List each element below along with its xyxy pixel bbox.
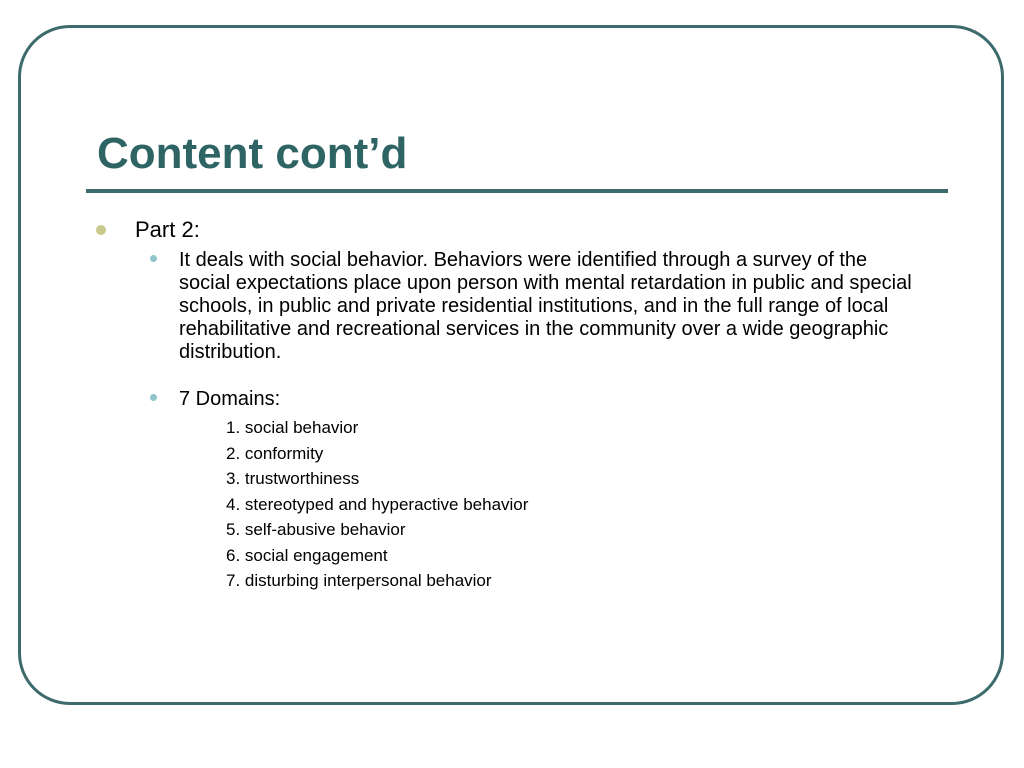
slide-content [96, 215, 946, 594]
domain-item: 3. trustworthiness [226, 469, 360, 488]
bullet-domains [135, 388, 946, 411]
domain-item: 6. social engagement [226, 545, 388, 565]
sub-bullet-dot-icon [150, 255, 157, 262]
bullet-dot-icon [96, 225, 106, 235]
part-label: Part 2: [135, 217, 200, 242]
slide-title: Content cont’d [97, 129, 408, 178]
title-divider [86, 189, 948, 193]
description-text: It deals with social behavior. Behaviors were identified through a survey of the social expectations place upon person with mental retardation in public and special schools, in public and private residential institutions, and in the full range of local rehabilitative and recreational services in the community over a wide geographic distribution. [179, 249, 912, 363]
bullet-description [135, 249, 919, 364]
domain-item: 4. stereotyped and hyperactive behavior [226, 494, 529, 514]
domain-item: 7. disturbing interpersonal behavior [226, 571, 492, 590]
domains-label: 7 Domains: [179, 388, 281, 410]
domains-list [96, 415, 946, 594]
domain-item: 5. self-abusive behavior [226, 520, 406, 539]
sub-bullet-dot-icon [150, 394, 157, 401]
domain-item: 2. conformity [226, 443, 324, 463]
bullet-part-2 [96, 215, 946, 245]
domain-item: 1. social behavior [226, 418, 359, 437]
